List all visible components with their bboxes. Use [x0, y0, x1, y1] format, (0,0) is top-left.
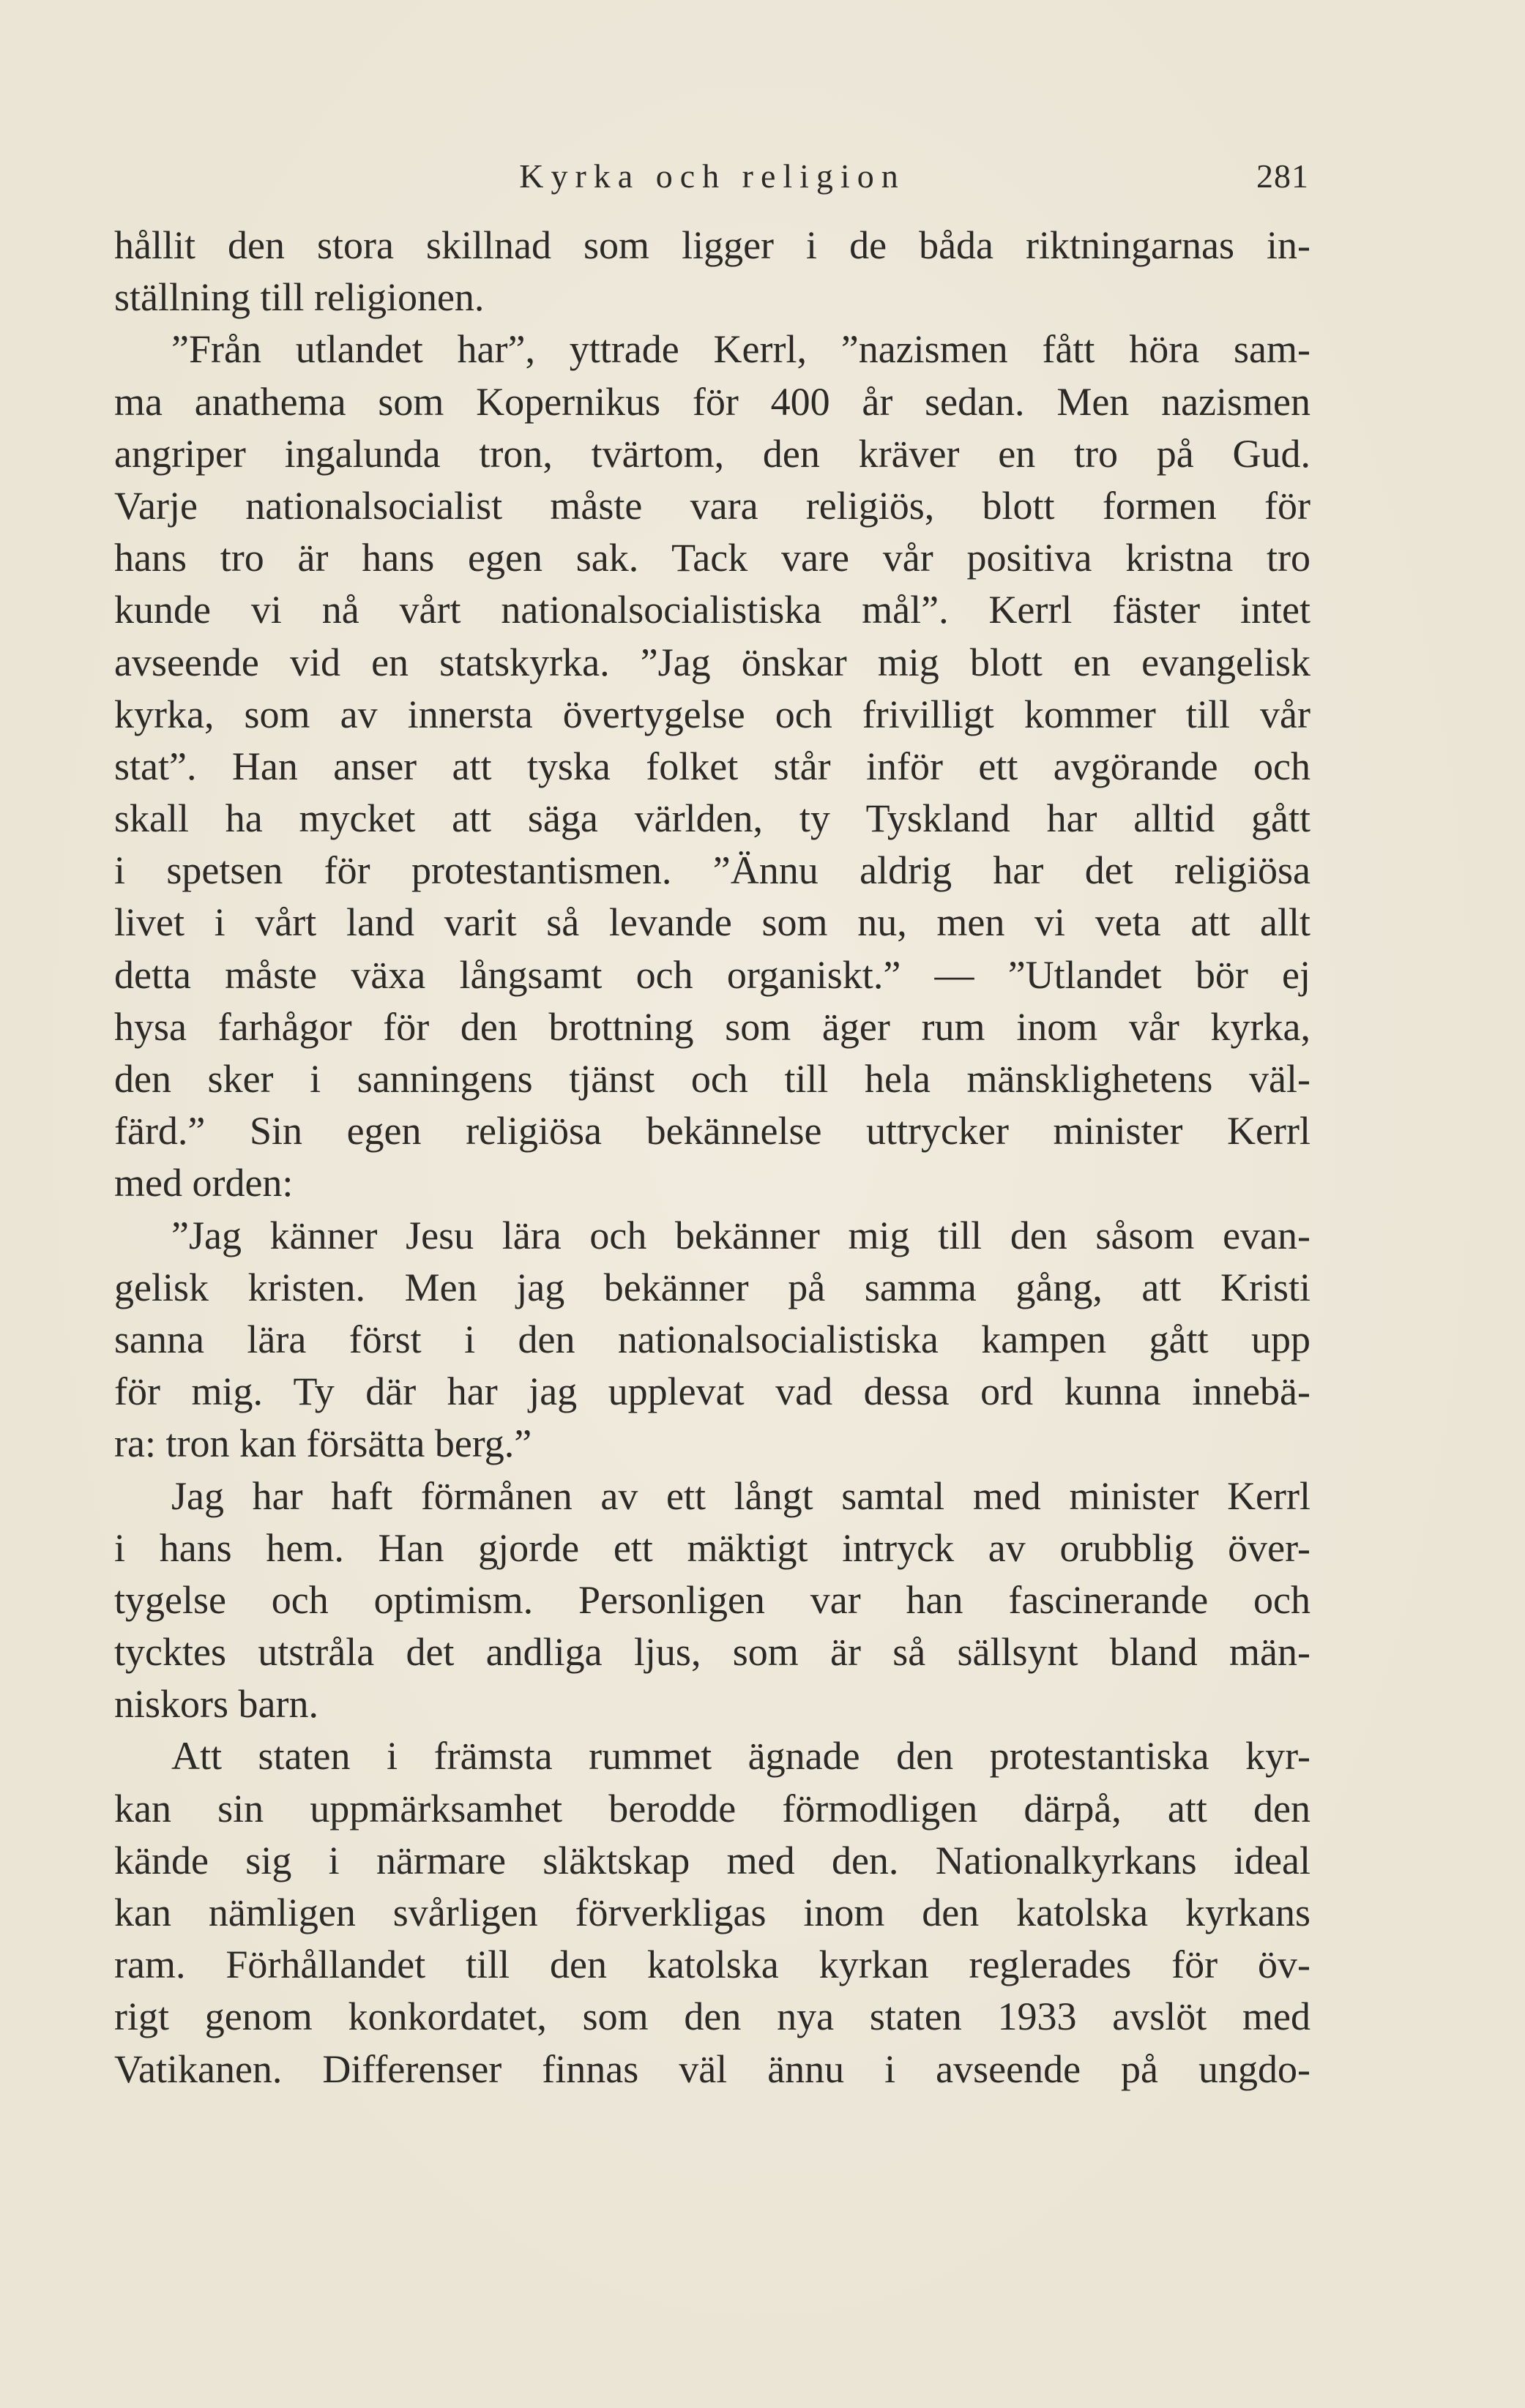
- text-line: kände sig i närmare släktskap med den. Nationalkyrkans ideal: [114, 1838, 1310, 1882]
- text-line: ma anathema som Kopernikus för 400 år sedan. Men nazismen: [114, 379, 1310, 424]
- text-line: Vatikanen. Differenser finnas väl ännu i avseende på ungdo-: [114, 2046, 1310, 2091]
- text-line: den sker i sanningens tjänst och till hela mänsklighetens väl-: [114, 1057, 1310, 1101]
- text-line: avseende vid en statskyrka. ”Jag önskar mig blott en evangelisk: [114, 640, 1310, 684]
- text-line: Att staten i främsta rummet ägnade den protestantiska kyr-: [171, 1734, 1310, 1779]
- text-line: sanna lära först i den nationalsocialistiska kampen gått upp: [114, 1317, 1310, 1361]
- text-line: gelisk kristen. Men jag bekänner på samma gång, att Kristi: [114, 1265, 1310, 1309]
- text-line: ra: tron kan försätta berg.”: [114, 1421, 532, 1466]
- text-line: ställning till religionen.: [114, 275, 485, 320]
- text-line: tygelse och optimism. Personligen var han fascinerande och: [114, 1577, 1310, 1622]
- text-line: färd.” Sin egen religiösa bekännelse uttrycker minister Kerrl: [114, 1109, 1310, 1153]
- text-line: kunde vi nå vårt nationalsocialistiska mål”. Kerrl fäster intet: [114, 588, 1310, 632]
- text-line: hysa farhågor för den brottning som äger rum inom vår kyrka,: [114, 1004, 1310, 1049]
- text-line: Varje nationalsocialist måste vara religiös, blott formen för: [114, 483, 1310, 528]
- text-line: detta måste växa långsamt och organiskt.” — ”Utlandet bör ej: [114, 952, 1310, 997]
- text-line: rigt genom konkordatet, som den nya staten 1933 avslöt med: [114, 1994, 1310, 2039]
- text-line: niskors barn.: [114, 1682, 318, 1727]
- text-line: kan sin uppmärksamhet berodde förmodligen därpå, att den: [114, 1786, 1310, 1831]
- text-line: ”Från utlandet har”, yttrade Kerrl, ”nazismen fått höra sam-: [171, 327, 1310, 372]
- body-text: [114, 220, 1310, 2095]
- text-line: i hans hem. Han gjorde ett mäktigt intryck av orubblig över-: [114, 1525, 1310, 1570]
- text-line: stat”. Han anser att tyska folket står inför ett avgörande och: [114, 744, 1310, 788]
- text-line: för mig. Ty där har jag upplevat vad dessa ord kunna innebä-: [114, 1369, 1310, 1414]
- text-line: med orden:: [114, 1161, 294, 1205]
- text-line: hans tro är hans egen sak. Tack vare vår positiva kristna tro: [114, 536, 1310, 580]
- text-line: tycktes utstråla det andliga ljus, som är så sällsynt bland män-: [114, 1630, 1310, 1675]
- text-line: skall ha mycket att säga världen, ty Tyskland har alltid gått: [114, 796, 1310, 841]
- text-line: ram. Förhållandet till den katolska kyrkan reglerades för öv-: [114, 1943, 1310, 1987]
- text-line: angriper ingalunda tron, tvärtom, den kräver en tro på Gud.: [114, 431, 1310, 476]
- text-line: kyrka, som av innersta övertygelse och frivilligt kommer till vår: [114, 692, 1310, 736]
- text-line: ”Jag känner Jesu lära och bekänner mig till den såsom evan-: [171, 1213, 1310, 1257]
- text-line: kan nämligen svårligen förverkligas inom den katolska kyrkans: [114, 1891, 1310, 1934]
- text-line: livet i vårt land varit så levande som nu, men vi veta att allt: [114, 900, 1310, 945]
- running-title: Kyrka och religion: [519, 157, 906, 195]
- text-line: Jag har haft förmånen av ett långt samtal med minister Kerrl: [171, 1473, 1310, 1518]
- running-head: [116, 151, 1309, 202]
- text-line: hållit den stora skillnad som ligger i de båda riktningarnas in-: [114, 223, 1310, 267]
- page-number: 281: [1256, 157, 1309, 195]
- text-line: i spetsen för protestantismen. ”Ännu aldrig har det religiösa: [114, 848, 1310, 893]
